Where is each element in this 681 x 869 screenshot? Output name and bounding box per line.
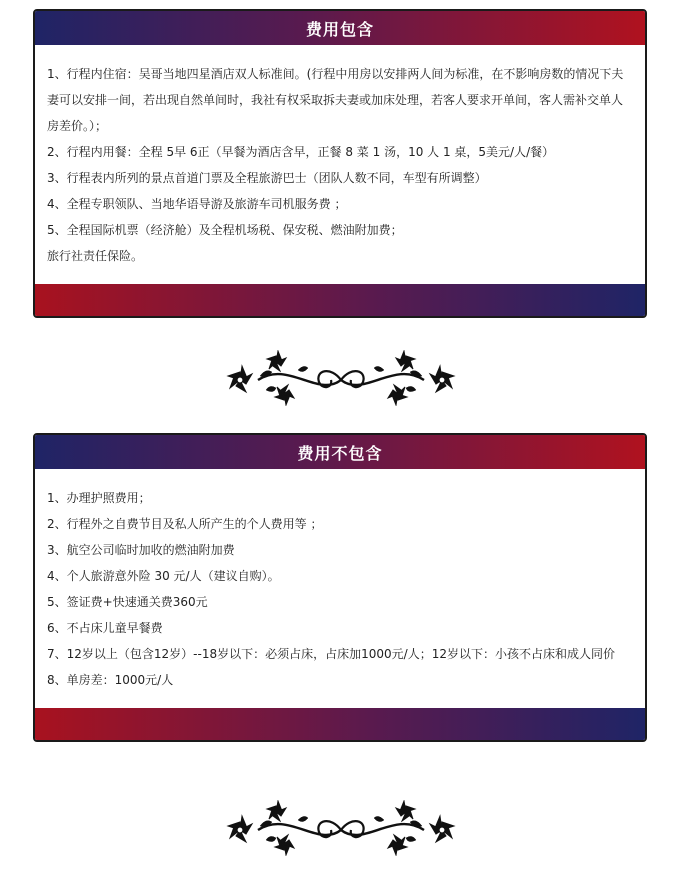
fee-included-title: 费用包含	[35, 11, 645, 45]
fee-excluded-footer-bar	[35, 708, 645, 740]
list-item: 2、行程外之自费节目及私人所产生的个人费用等 ；	[47, 517, 323, 531]
list-item: 5、签证费+快速通关费360元	[47, 595, 208, 609]
list-item: 2、行程内用餐：全程 5早 6正（早餐为酒店含早，正餐 8 菜 1 汤，10 人 1 桌，5美元/人/餐）	[47, 145, 555, 159]
list-item: 1、行程内住宿：吴哥当地四星酒店双人标准间。(行程中用房以安排两人间为标准，在不影响房数的情况下夫妻可以安排一间，若出现自然单间时，我社有权采取拆夫妻或加床处理，若客人要求开单间，客人需补交单人房差价。）；	[47, 67, 624, 133]
list-item: 8、单房差：1000元/人	[47, 673, 174, 687]
floral-divider-icon	[218, 350, 464, 406]
fee-included-card	[33, 9, 647, 318]
list-item: 3、行程表内所列的景点首道门票及全程旅游巴士（团队人数不同，车型有所调整）	[47, 171, 487, 185]
list-item: 5、全程国际机票（经济舱）及全程机场税、保安税、燃油附加费；	[47, 223, 403, 237]
fee-excluded-list	[35, 469, 645, 693]
list-item: 6、不占床儿童早餐费	[47, 621, 163, 635]
list-item: 旅行社责任保险。	[47, 249, 144, 263]
fee-excluded-card	[33, 433, 647, 742]
floral-divider-icon	[218, 800, 464, 856]
list-item: 4、个人旅游意外险 30 元/人（建议自购）。	[47, 569, 280, 583]
fee-included-footer-bar	[35, 284, 645, 316]
fee-included-list	[35, 45, 645, 269]
fee-excluded-title: 费用不包含	[35, 435, 645, 469]
list-item: 1、办理护照费用；	[47, 491, 151, 505]
list-item: 3、航空公司临时加收的燃油附加费	[47, 543, 235, 557]
list-item: 7、12岁以上（包含12岁）--18岁以下：必须占床，占床加1000元/人；12岁以下：小孩不占床和成人同价	[47, 647, 615, 661]
list-item: 4、全程专职领队、当地华语导游及旅游车司机服务费 ；	[47, 197, 347, 211]
